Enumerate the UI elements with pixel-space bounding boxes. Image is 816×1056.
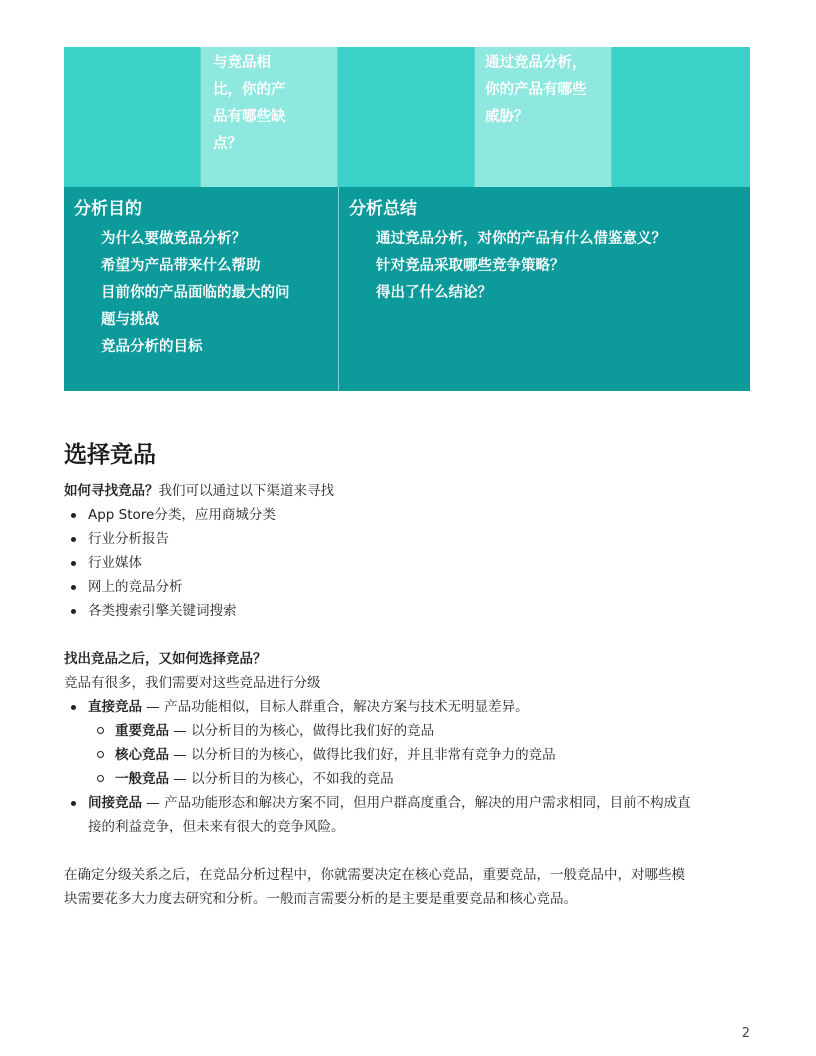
direct-label: 直接竞品: [88, 699, 142, 715]
weakness-line: 比，你的产: [213, 82, 286, 98]
analysis-summary-title: 分析总结: [349, 199, 417, 219]
list-item: 通过竞品分析，对你的产品有什么借鉴意义？: [376, 231, 666, 247]
list-item-sub: [64, 743, 754, 767]
channel-list: [64, 503, 754, 623]
swot-cell-weakness: [201, 47, 338, 187]
list-item: 得出了什么结论？: [376, 285, 492, 301]
indirect-desc-cont: 接的利益竞争，但未来有很大的竞争风险。: [88, 819, 345, 835]
find-competitors-question: [64, 479, 754, 503]
swot-cell-strength-extra: [64, 47, 201, 187]
conclusion-line: 块需要花多大力度去研究和分析。一般而言需要分析的是主要是重要竞品和核心竞品。: [64, 891, 577, 907]
sub-label: 一般竞品: [115, 771, 169, 787]
section-heading: 选择竞品: [64, 442, 156, 468]
list-item: 网上的竞品分析: [64, 575, 754, 599]
analysis-summary-list: [349, 226, 750, 307]
swot-bottom-row: [64, 187, 750, 391]
sub-desc: — 以分析目的为核心，不如我的竞品: [169, 771, 394, 787]
list-item-direct: [64, 695, 754, 719]
select-competitors-question: 找出竞品之后，又如何选择竞品？: [64, 651, 267, 667]
analysis-goal-list: [74, 226, 338, 361]
list-item-indirect: [64, 791, 754, 839]
sub-label: 核心竞品: [115, 747, 169, 763]
sub-label: 重要竞品: [115, 723, 169, 739]
find-question-bold: 如何寻找竞品？: [64, 483, 159, 499]
conclusion-line: 在确定分级关系之后，在竞品分析过程中，你就需要决定在核心竞品，重要竞品，一般竞品中，对哪些模: [64, 867, 685, 883]
list-item: 竞品分析的目标: [101, 339, 203, 355]
section-content: [64, 479, 754, 911]
threat-line: 你的产品有哪些: [485, 82, 587, 98]
analysis-goal-title: 分析目的: [74, 199, 142, 219]
analysis-goal-cell: [64, 187, 338, 391]
page-number: 2: [741, 1026, 750, 1041]
swot-cell-opportunity: [338, 47, 475, 187]
list-item: 希望为产品带来什么帮助: [101, 258, 261, 274]
list-item: 题与挑战: [101, 312, 159, 328]
weakness-line: 点？: [213, 136, 242, 152]
swot-cell-threat: [475, 47, 612, 187]
direct-desc: — 产品功能相似，目标人群重合，解决方案与技术无明显差异。: [142, 699, 529, 715]
sub-desc: — 以分析目的为核心，做得比我们好的竞品: [169, 723, 435, 739]
spacer: [64, 839, 754, 863]
select-intro: 竞品有很多，我们需要对这些竞品进行分级: [64, 675, 321, 691]
indirect-label: 间接竞品: [88, 795, 142, 811]
swot-cell-threat-extra: [612, 47, 750, 187]
list-item: App Store分类，应用商城分类: [64, 503, 754, 527]
weakness-line: 品有哪些缺: [213, 109, 286, 125]
list-item: 目前你的产品面临的最大的问: [101, 285, 290, 301]
swot-table: [64, 47, 750, 391]
spacer: [64, 623, 754, 647]
indirect-desc: — 产品功能形态和解决方案不同，但用户群高度重合，解决的用户需求相同，目前不构成直: [142, 795, 691, 811]
sub-desc: — 以分析目的为核心，做得比我们好，并且非常有竞争力的竞品: [169, 747, 556, 763]
threat-question: [475, 47, 611, 131]
find-question-rest: 我们可以通过以下渠道来寻找: [158, 483, 334, 499]
threat-line: 威胁？: [485, 109, 529, 125]
analysis-summary-cell: [338, 187, 750, 391]
conclusion-paragraph: [64, 863, 754, 911]
list-item: 行业媒体: [64, 551, 754, 575]
threat-line: 通过竞品分析，: [485, 55, 587, 71]
list-item: 各类搜索引擎关键词搜索: [64, 599, 754, 623]
tier-list: [64, 695, 754, 839]
list-item-sub: [64, 767, 754, 791]
list-item-sub: [64, 719, 754, 743]
weakness-question: [201, 47, 337, 158]
list-item: 针对竞品采取哪些竞争策略？: [376, 258, 565, 274]
list-item: 为什么要做竞品分析？: [101, 231, 246, 247]
list-item: 行业分析报告: [64, 527, 754, 551]
swot-top-row: [64, 47, 750, 187]
weakness-line: 与竞品相: [213, 55, 271, 71]
